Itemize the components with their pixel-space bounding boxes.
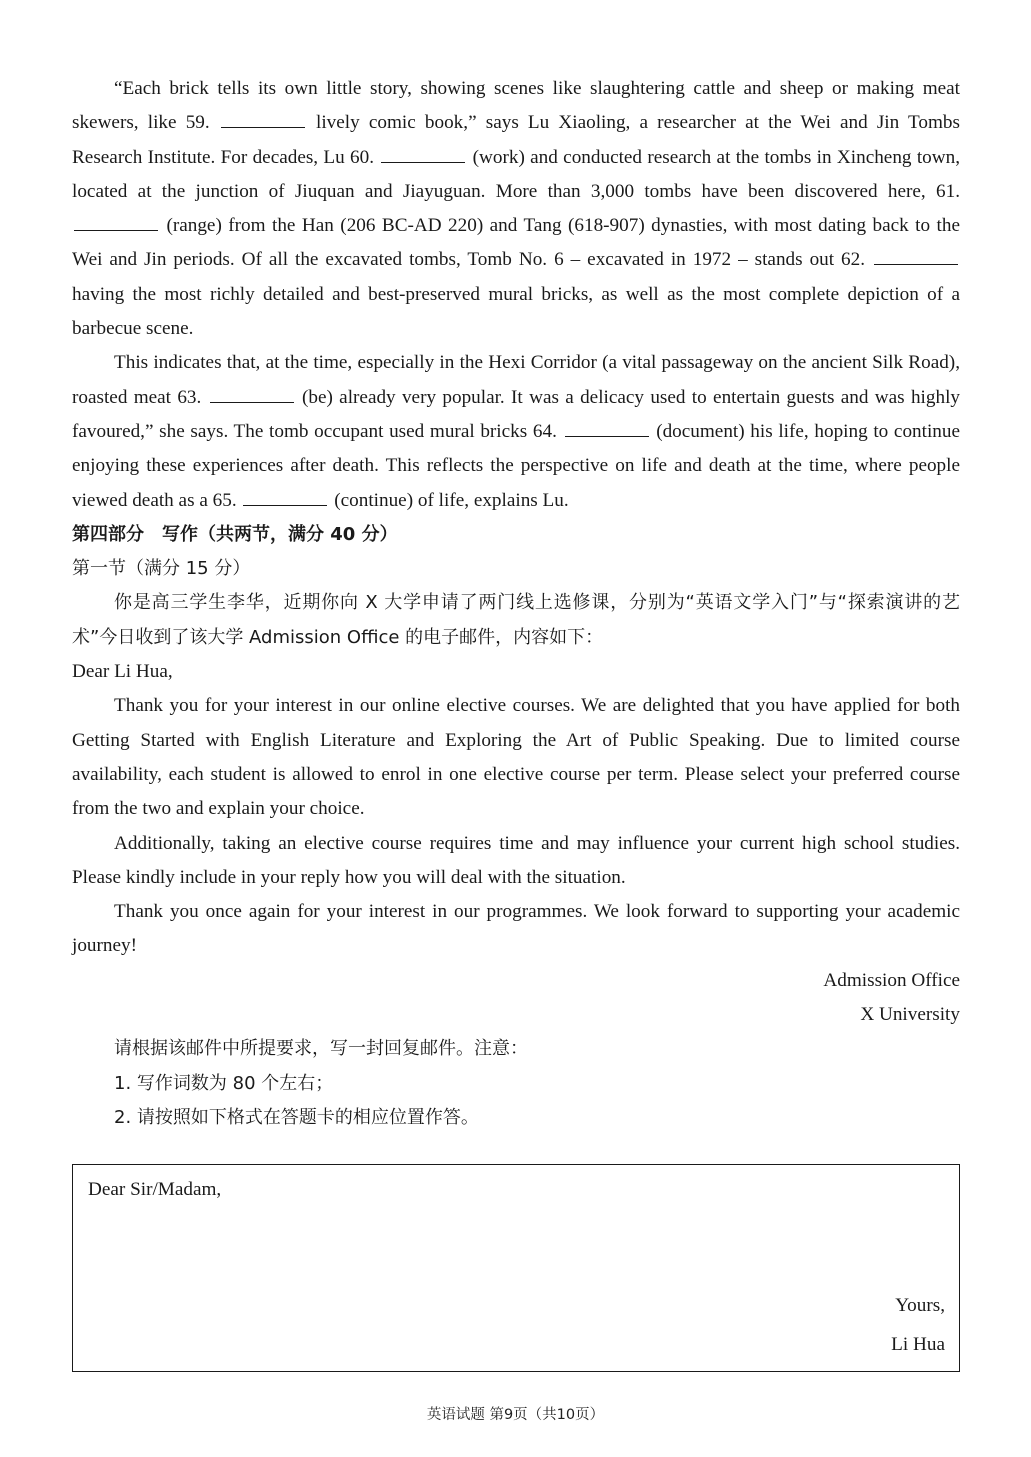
- blank-62: [874, 246, 958, 265]
- email-greeting: Dear Li Hua,: [72, 661, 173, 683]
- email-paragraph-3: Thank you once again for your interest in our programmes. We look forward to supporting your academic journey!: [72, 901, 960, 957]
- text-run: lively comic book,” says Lu Xiaoling, a researcher at the Wei and Jin Tombs Research Institute. For decades, Lu 60.: [72, 112, 960, 168]
- text-run: (range) from the Han (206 BC-AD 220) and Tang (618-907) dynasties, with most dating back to the Wei and Jin periods. Of all the excavated tombs, Tomb No. 6 – excavated in 1972 – stands out 62.: [72, 215, 960, 271]
- instructions-lead: 请根据该邮件中所提要求，写一封回复邮件。注意：: [114, 1038, 528, 1060]
- text-run: having the most richly detailed and best-preserved mural bricks, as well as the most complete depiction of a barbecue scene.: [72, 283, 960, 340]
- passage-paragraph-1: [72, 72, 960, 346]
- text-run: (work) and conducted research at the tombs in Xincheng town, located at the junction of Jiuquan and Jiayuguan. More than 3,000 tombs have been discovered here, 61.: [72, 146, 960, 202]
- email-sign-office: Admission Office: [823, 969, 960, 991]
- answer-greeting: Dear Sir/Madam,: [88, 1179, 222, 1200]
- text-run: “Each brick tells its own little story, showing scenes like slaughtering cattle and sheep or making meat skewers, like 59.: [72, 78, 960, 134]
- answer-name: Li Hua: [891, 1334, 945, 1355]
- text-run: This indicates that, at the time, especially in the Hexi Corridor (a vital passageway on the ancient Silk Road), roasted meat 63.: [72, 352, 960, 408]
- text-run: (continue) of life, explains Lu.: [329, 489, 569, 511]
- blank-63: [210, 384, 294, 403]
- section-subtitle: 第一节（满分 15 分）: [72, 558, 251, 580]
- section-title: 第四部分 写作（共两节，满分 40 分）: [72, 523, 398, 545]
- text-run: (be) already very popular. It was a delicacy used to entertain guests and was highly favoured,” she says. The tomb occupant used mural bricks 64.: [72, 386, 961, 442]
- instructions-item-2: 2. 请按照如下格式在答题卡的相应位置作答。: [114, 1106, 479, 1128]
- blank-65: [243, 487, 327, 506]
- answer-closing: Yours,: [895, 1295, 945, 1316]
- task-intro: 你是高三学生李华，近期你向 X 大学申请了两门线上选修课，分别为“英语文学入门”与“探索演讲的艺术”今日收到了该大学 Admission Office 的电子邮件，内容如下：: [72, 592, 960, 648]
- email-paragraph-2: Additionally, taking an elective course requires time and may influence your current high school studies. Please kindly include in your reply how you will deal with the situation.: [72, 832, 960, 888]
- blank-59: [221, 109, 305, 128]
- blank-64: [565, 418, 649, 437]
- passage-paragraph-2: [72, 346, 960, 517]
- email-paragraph-1: Thank you for your interest in our online elective courses. We are delighted that you have applied for both Getting Started with English Literature and Exploring the Art of Public Speaking. Due to limited course availability, each student is allowed to enrol in one elective course per term. Please select your preferred course from the two and explain your choice.: [72, 695, 960, 820]
- page-content: [72, 72, 960, 1135]
- email-sign-university: X University: [860, 1004, 960, 1026]
- blank-61: [74, 212, 158, 231]
- answer-box: [72, 1164, 960, 1372]
- page-footer: 英语试题 第9页（共10页）: [426, 1407, 605, 1423]
- instructions-item-1: 1. 写作词数为 80 个左右；: [114, 1072, 334, 1094]
- blank-60: [381, 144, 465, 163]
- text-run: (document) his life, hoping to continue enjoying these experiences after death. This reflects the perspective on life and death at the time, where people viewed death as a 65.: [72, 420, 960, 511]
